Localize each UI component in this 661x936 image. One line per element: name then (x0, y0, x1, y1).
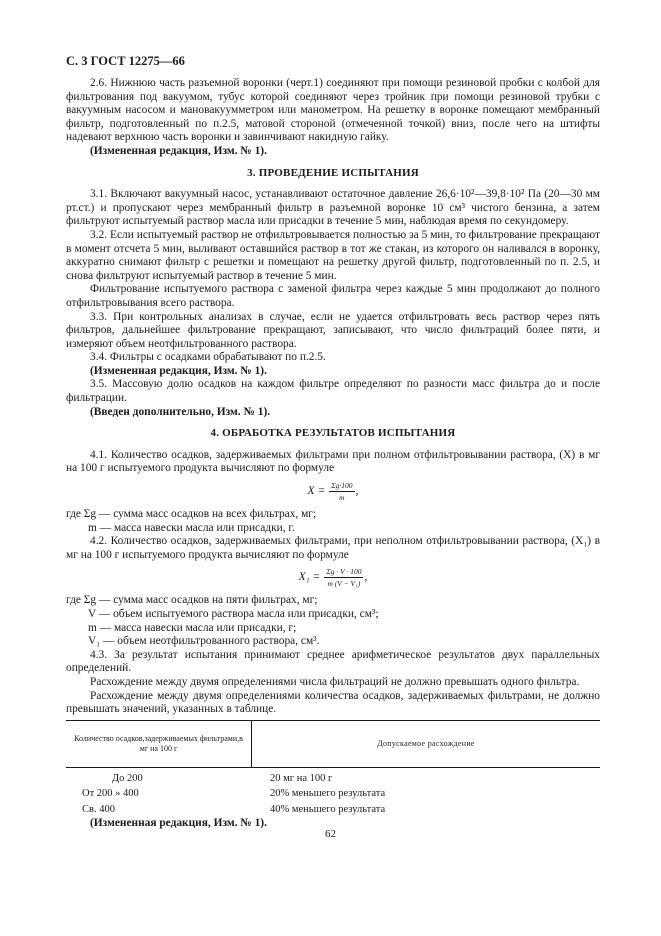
cell-sediments: До 200 (112, 772, 143, 784)
section-3-title: 3. ПРОВЕДЕНИЕ ИСПЫТАНИЯ (247, 166, 419, 179)
paragraph-2-6: 2.6. Нижнюю часть разъемной воронки (черт.1) соединяют при помощи резиновой пробки с колбой для фильтрования под вакуумом, тубус которой соединяют через тройник при помощи резиновой трубки с вакуумным насосом и мановакуумметром или манометром. На решетку в воронке помещают мембранный фильтр, подготовленный по п.2.5, матовой стороной (отмеченной точкой) вниз, после чего на штифты надевают верхнюю часть воронки и завинчивают накидную гайку. (66, 77, 600, 144)
table-row (66, 771, 600, 787)
where-volume-unfiltered: V₁ — объем неотфильтрованного раствора, см³. (88, 635, 320, 648)
document-body (66, 77, 600, 831)
page-number: 62 (325, 828, 336, 840)
table-header (66, 720, 600, 768)
formula-denominator: m (V − V₁) (327, 579, 361, 589)
formula-lhs: X₁ = (298, 571, 321, 584)
section-4-title: 4. ОБРАБОТКА РЕЗУЛЬТАТОВ ИСПЫТАНИЯ (210, 427, 456, 440)
paragraph-4-3-filtrations: Расхождение между двумя определениями числа фильтраций не должно превышать одного фильтра. (90, 675, 580, 688)
tolerance-table (66, 720, 600, 818)
table-row (66, 802, 600, 818)
formula-comma: , (364, 571, 368, 584)
where-sum-all: где Σg — сумма масс осадков на всех фильтрах, мг; (66, 508, 317, 521)
formula-x (66, 481, 600, 502)
paragraph-4-3: 4.3. За результат испытания принимают среднее арифметическое результатов двух параллельных определений. (66, 648, 600, 675)
edit-note: (Измененная редакция, Изм. № 1). (90, 144, 267, 157)
cell-tolerance: 40% меньшего результата (270, 803, 386, 815)
formula-denominator: m (339, 493, 345, 503)
where-mass: m — масса навески масла или присадки, г; (88, 621, 297, 634)
cell-sediments: От 200 » 400 (82, 788, 139, 800)
paragraph-3-2: 3.2. Если испытуемый раствор не отфильтровывается полностью за 5 мин, то фильтрование прекращают в момент отсчета 5 мин, выливают оставшийся раствор в тот же стакан, из которого он наливался в воронку, аккуратно снимают фильтр с решетки и помещают на решетку другой фильтр, подготовленный по п. 2.5, и снова фильтруют испытуемый раствор в течение 5 мин. (66, 228, 600, 282)
paragraph-3-2-continued: Фильтрование испытуемого раствора с заменой фильтра через каждые 5 мин продолжают до полного отфильтровывания всего раствора. (66, 283, 600, 309)
formula-comma: , (355, 484, 359, 497)
formula-lhs: X = (307, 484, 326, 497)
column-header-sediments: Количество осадков,задерживаемых фильтрами,в мг на 100 г (66, 721, 252, 767)
cell-tolerance: 20 мг на 100 г (270, 772, 333, 784)
column-header-tolerance: Допускаемое расхождение (377, 738, 475, 748)
cell-sediments: Св. 400 (82, 803, 115, 815)
paragraph-3-5: 3.5. Массовую долю осадков на каждом фильтре определяют по разности масс фильтра до и после фильтрации. (66, 378, 600, 405)
paragraph-4-1: 4.1. Количество осадков, задерживаемых фильтрами при полном отфильтровывании раствора, (X) в мг на 100 г испытуемого продукта вычисляют по формуле (66, 448, 600, 475)
page-header: С. 3 ГОСТ 12275—66 (66, 54, 185, 68)
paragraph-3-1: 3.1. Включают вакуумный насос, устанавливают остаточное давление 26,6·10²—39,8·10² Па (20—30 мм рт.ст.) и пропускают через мембранный фильтр в разъемной воронке 10 см³ чистого бензина, а затем фильтруют испытуемый раствор масла или присадки в течение 5 мин, наблюдая время по секундомеру. (66, 188, 600, 228)
paragraph-3-3: 3.3. При контрольных анализах в случае, если не удается отфильтровать весь раствор через пять фильтров, дальнейшее фильтрование прекращают, записывают, что число фильтраций более пяти, и измеряют объем неотфильтрованного раствора. (66, 310, 600, 350)
paragraph-4-3-sediments: Расхождение между двумя определениями количества осадков, задерживаемых фильтрами, не должно превышать значений, указанных в таблице. (66, 689, 600, 716)
where-sum-five: где Σg — сумма масс осадков на пяти фильтрах, мг; (66, 594, 318, 607)
edit-note: (Измененная редакция, Изм. № 1). (90, 364, 267, 377)
formula-numerator: Σg · V · 100 (326, 567, 362, 577)
formula-numerator: Σg·100 (331, 481, 353, 491)
paragraph-3-4: 3.4. Фильтры с осадками обрабатывают по п.2.5. (90, 351, 326, 364)
edit-note: (Измененная редакция, Изм. № 1). (90, 817, 267, 830)
where-mass: m — масса навески масла или присадки, г. (88, 521, 295, 534)
paragraph-4-2: 4.2. Количество осадков, задерживаемых фильтрами, при неполном отфильтровывании раствора, (X₁) в мг на 100 г испытуемого продукта вычисляют по формуле (66, 535, 600, 561)
formula-x1 (66, 567, 600, 588)
cell-tolerance: 20% меньшего результата (270, 788, 386, 800)
where-volume: V — объем испытуемого раствора масла или присадки, см³; (88, 608, 379, 620)
added-note: (Введен дополнительно, Изм. № 1). (90, 405, 271, 418)
table-row (66, 786, 600, 802)
